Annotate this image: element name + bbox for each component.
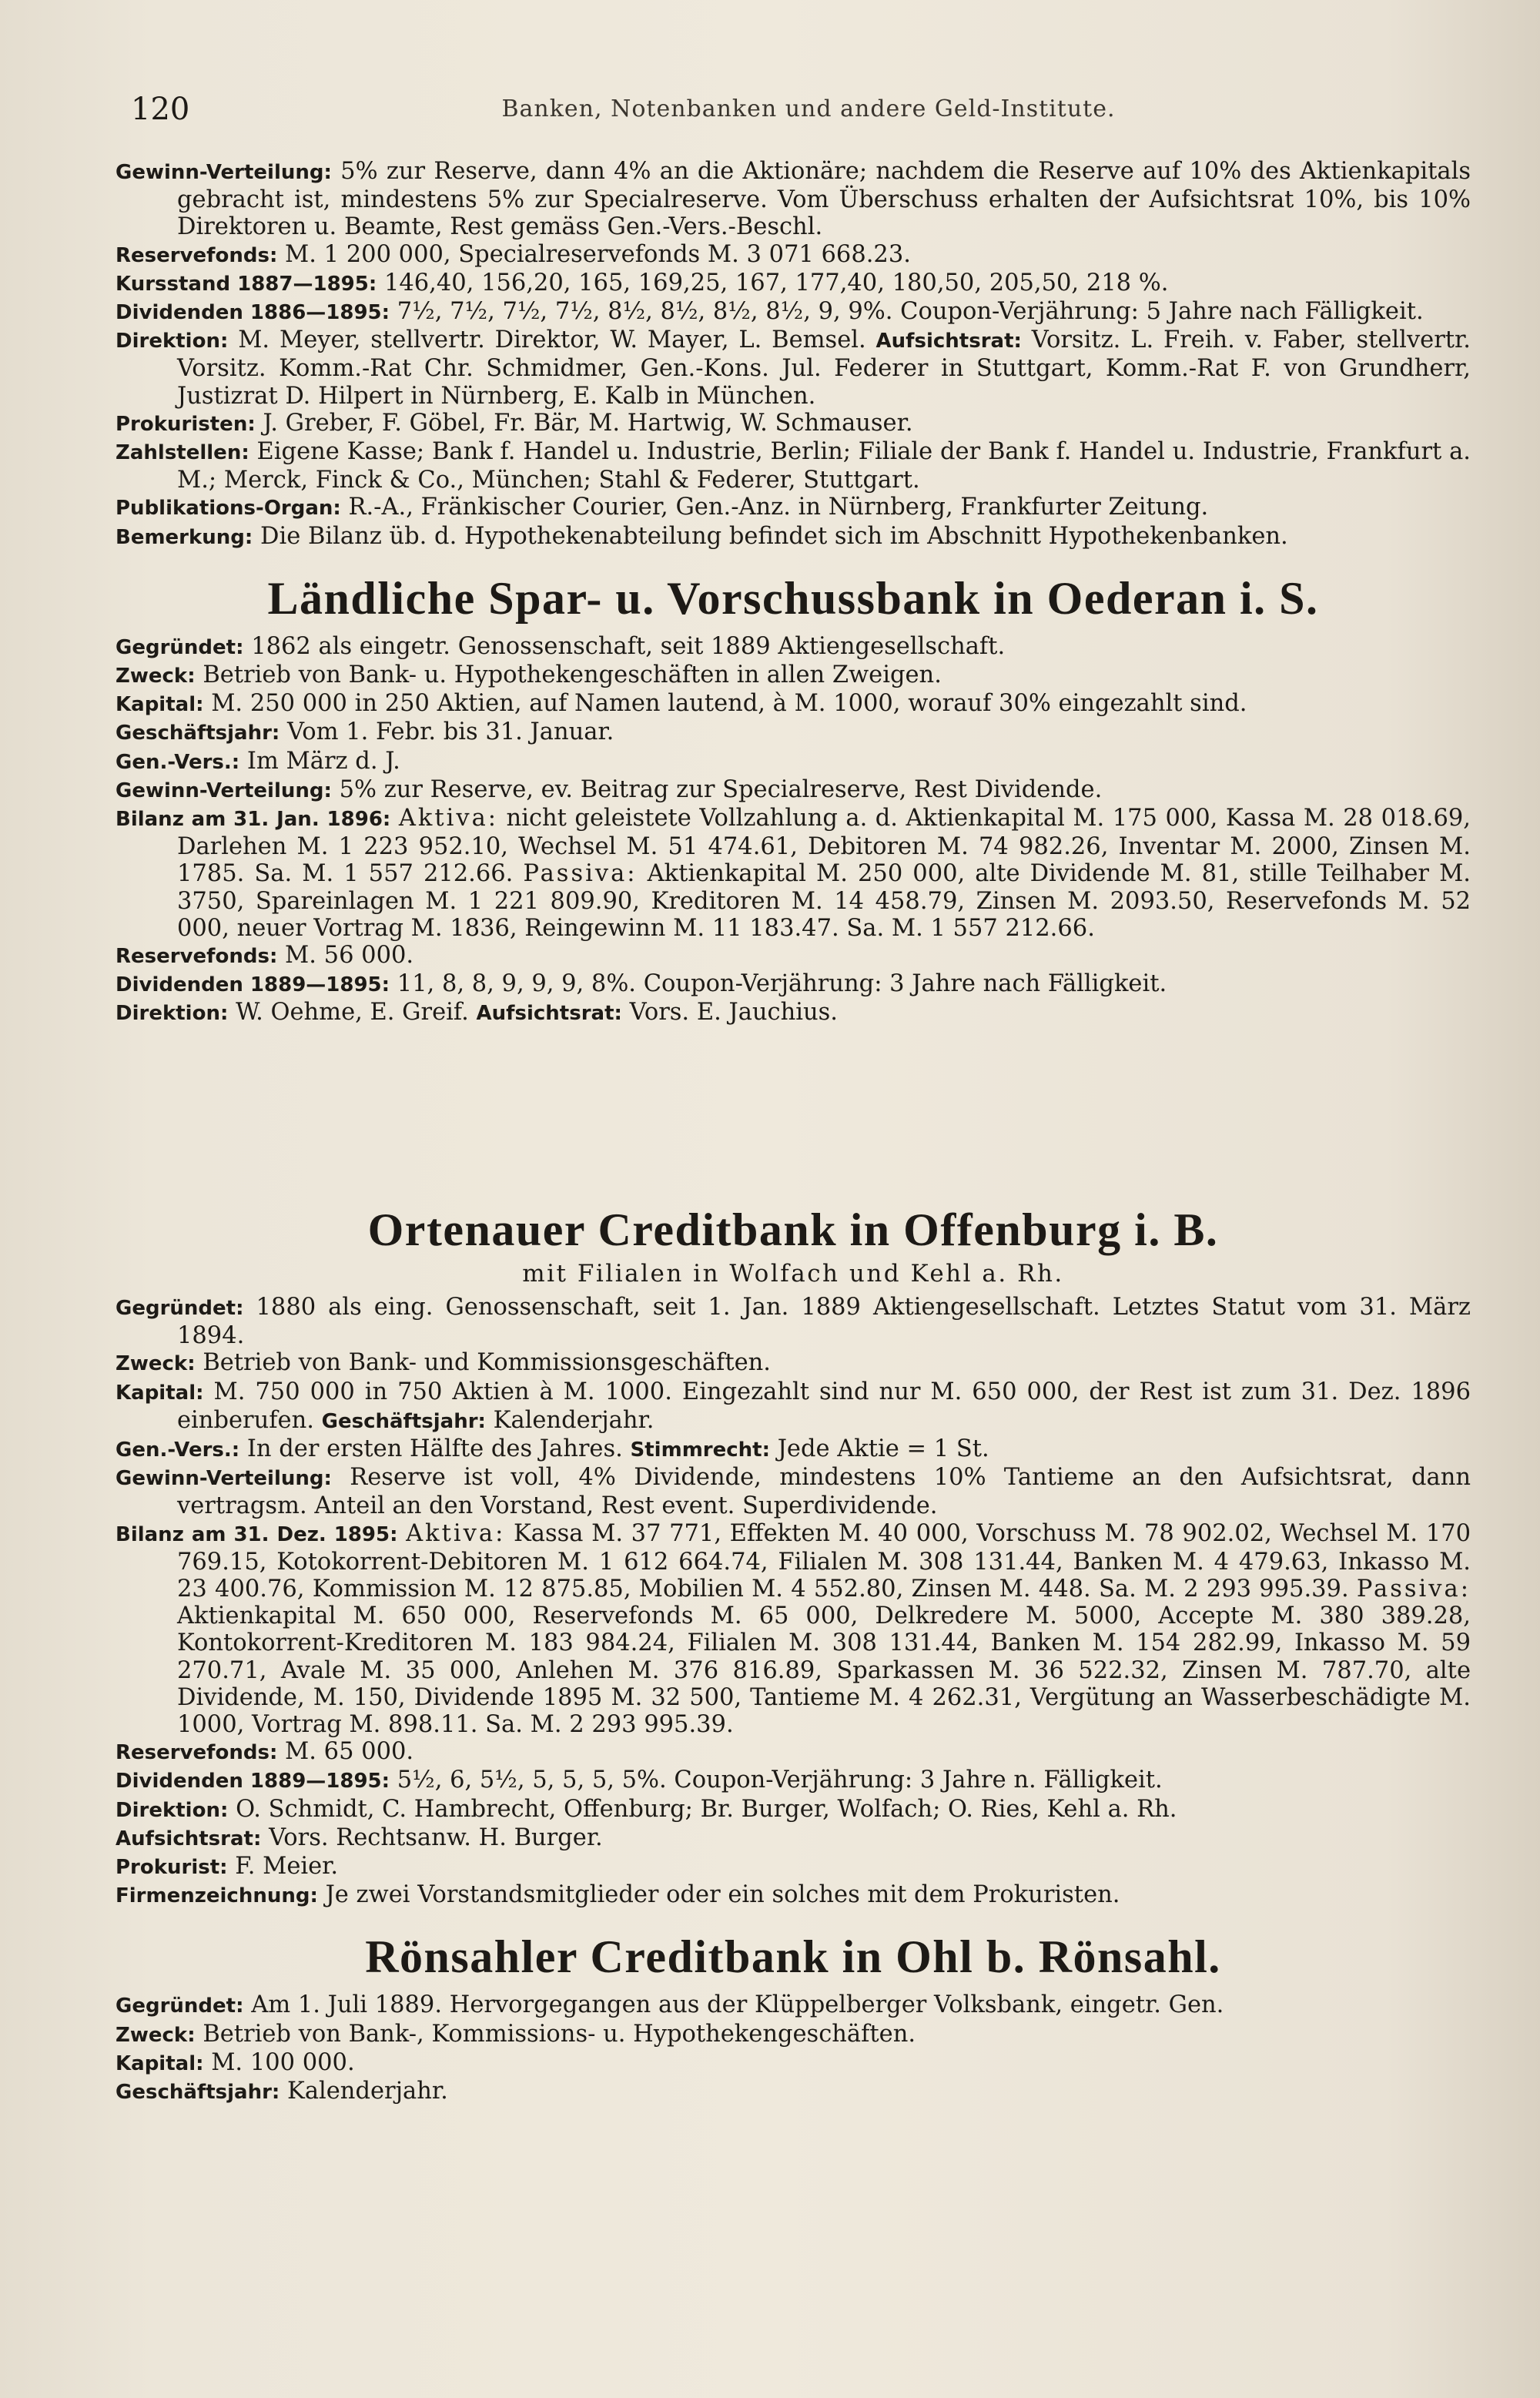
field-key: Stimmrecht:: [630, 1438, 770, 1462]
field-key: Bilanz am 31. Jan. 1896:: [116, 808, 391, 832]
field-key: Gegründet:: [116, 1994, 244, 2018]
offenburg-entry: [116, 1294, 1471, 1910]
field-key: Direktion:: [116, 330, 229, 353]
oederan-title: Ländliche Spar- u. Vorschussbank in Oederan i. S.: [267, 572, 1319, 624]
field-key: Geschäftsjahr:: [116, 722, 280, 745]
field-value: W. Oehme, E. Greif.: [236, 999, 469, 1027]
reservefonds-field: [116, 1738, 1471, 1767]
field-key: Zweck:: [116, 2023, 196, 2047]
oederan-entry: [116, 633, 1471, 1028]
field-key: Dividenden 1886—1895:: [116, 301, 390, 325]
field-value: Vors. Rechtsanw. H. Burger.: [269, 1824, 603, 1851]
aktiva-value: Kassa M. 37 771, Effekten M. 40 000, Vorschuss M. 78 902.02, Wechsel M. 170 769.15, Kotokorrent-Debitoren M. 1 612 664.74, Filialen M. 308 131.44, Banken M. 4 479.63, Inkasso M. 23 400.76, Kommission M. 12 875.85, Mobilien M. 4 552.80, Zinsen M. 448. Sa. M. 2 293 995.39.: [177, 1519, 1471, 1603]
field-key: Dividenden 1889—1895:: [116, 1770, 390, 1793]
offenburg-title: Ortenauer Creditbank in Offenburg i. B.: [367, 1204, 1219, 1255]
dividenden-field: [116, 1767, 1471, 1795]
passiva-value: Aktienkapital M. 250 000, alte Dividende M. 81, stille Teilhaber M. 3750, Spareinlagen M. 1 221 809.90, Kreditoren M. 14 458.79, Zinsen M. 2093.50, Reservefonds M. 52 000, neuer Vortrag M. 1836, Reingewinn M. 11 183.47. Sa. M. 1 557 212.66.: [177, 860, 1471, 942]
field-key: Reservefonds:: [116, 243, 278, 267]
field-value: 5½, 6, 5½, 5, 5, 5, 5%. Coupon-Verjährung: 3 Jahre n. Fälligkeit.: [397, 1767, 1163, 1794]
field-key: Bemerkung:: [116, 525, 253, 549]
field-value: 5% zur Reserve, dann 4% an die Aktionäre; nachdem die Reserve auf 10% des Aktienkapitals gebracht ist, mindestens 5% zur Specialreserve. Vom Überschuss erhalten der Aufsichtsrat 10%, bis 10% Direktoren u. Beamte, Rest gemäss Gen.-Vers.-Beschl.: [177, 158, 1471, 241]
field-value: 146,40, 156,20, 165, 169,25, 167, 177,40, 180,50, 205,50, 218 %.: [383, 269, 1169, 296]
gewinn-verteilung-field: [116, 1464, 1471, 1519]
field-value: R.-A., Fränkischer Courier, Gen.-Anz. in Nürnberg, Frankfurter Zeitung.: [348, 494, 1209, 521]
field-value: M. 56 000.: [285, 942, 414, 970]
zweck-field: [116, 2021, 1471, 2049]
gegruendet-field: [116, 1991, 1471, 2020]
field-value: Die Bilanz üb. d. Hypothekenabteilung befindet sich im Abschnitt Hypothekenbanken.: [260, 522, 1288, 550]
field-value: Vors. E. Jauchius.: [629, 999, 838, 1027]
field-key: Prokuristen:: [116, 412, 256, 436]
field-value: 1880 als eing. Genossenschaft, seit 1. Jan. 1889 Aktiengesellschaft. Letztes Statut vom 31. März 1894.: [177, 1294, 1471, 1350]
aktiva-value: nicht geleistete Vollzahlung a. d. Aktienkapital M. 175 000, Kassa M. 28 018.69, Darlehen M. 1 223 952.10, Wechsel M. 51 474.61, Debitoren M. 74 982.26, Inventar M. 2000, Zinsen M. 1785. Sa. M. 1 557 212.66.: [177, 805, 1471, 888]
publikations-field: [116, 494, 1471, 522]
reservefonds-field: [116, 942, 1471, 970]
gen-vers-field: [116, 748, 1471, 776]
running-title: Banken, Notenbanken und andere Geld-Institute.: [501, 95, 1116, 122]
field-value: M. 750 000 in 750 Aktien à M. 1000. Eingezahlt sind nur M. 650 000, der Rest ist zum 31. Dez. 1896 einberufen.: [177, 1378, 1471, 1434]
field-value: Jede Aktie = 1 St.: [777, 1435, 989, 1463]
kapital-field: [116, 1378, 1471, 1435]
field-key: Kursstand 1887—1895:: [116, 272, 377, 296]
passiva-label: Passiva:: [1356, 1576, 1471, 1603]
field-value: M. Meyer, stellvertr. Direktor, W. Mayer, L. Bemsel.: [238, 327, 866, 354]
field-value: F. Meier.: [235, 1853, 339, 1881]
aktiva-label: Aktiva:: [398, 805, 499, 832]
prokurist-field: [116, 1853, 1471, 1881]
field-value: In der ersten Hälfte des Jahres.: [246, 1435, 623, 1463]
direktion-field: [116, 327, 1471, 410]
field-value: Betrieb von Bank- und Kommissionsgeschäften.: [203, 1349, 771, 1377]
field-key: Reservefonds:: [116, 1741, 278, 1765]
field-key: Direktion:: [116, 1002, 229, 1026]
field-value: 7½, 7½, 7½, 7½, 8½, 8½, 8½, 8½, 9, 9%. Coupon-Verjährung: 5 Jahre nach Fälligkeit.: [397, 298, 1424, 326]
field-value: Vorsitz. L. Freih. v. Faber, stellvertr. Vorsitz. Komm.-Rat Chr. Schmidmer, Gen.-Kons. Jul. Federer in Stuttgart, Komm.-Rat F. von Grundherr, Justizrat D. Hilpert in Nürnberg, E. Kalb in München.: [177, 327, 1471, 410]
field-key: Gewinn-Verteilung:: [116, 161, 332, 184]
field-key: Dividenden 1889—1895:: [116, 973, 390, 997]
field-key: Prokurist:: [116, 1856, 228, 1880]
bilanz-field: [116, 1520, 1471, 1739]
zahlstellen-field: [116, 438, 1471, 494]
field-value: Reserve ist voll, 4% Dividende, mindestens 10% Tantieme an den Aufsichtsrat, dann vertragsm. Anteil an den Vorstand, Rest event. Superdividende.: [177, 1464, 1471, 1520]
field-value: 1862 als eingetr. Genossenschaft, seit 1889 Aktiengesellschaft.: [251, 632, 1006, 660]
field-key: Direktion:: [116, 1798, 229, 1822]
field-key: Firmenzeichnung:: [116, 1884, 318, 1908]
gewinn-verteilung-field: [116, 158, 1471, 241]
prokuristen-field: [116, 410, 1471, 438]
kursstand-field: [116, 270, 1471, 298]
field-key: Gen.-Vers.:: [116, 1438, 240, 1462]
field-value: 11, 8, 8, 9, 9, 9, 8%. Coupon-Verjährung: 3 Jahre nach Fälligkeit.: [397, 970, 1167, 998]
field-key: Gen.-Vers.:: [116, 750, 240, 774]
field-key: Gewinn-Verteilung:: [116, 1467, 332, 1491]
field-key: Kapital:: [116, 2051, 204, 2075]
field-key: Bilanz am 31. Dez. 1895:: [116, 1522, 398, 1546]
lower-content: [116, 1200, 1471, 2106]
field-value: Eigene Kasse; Bank f. Handel u. Industrie, Berlin; Filiale der Bank f. Handel u. Industrie, Frankfurt a. M.; Merck, Finck & Co., München; Stahl & Federer, Stuttgart.: [177, 438, 1471, 494]
dividenden-field: [116, 970, 1471, 999]
field-key: Zweck:: [116, 665, 196, 688]
gewinn-verteilung-field: [116, 776, 1471, 805]
field-value: Kalenderjahr.: [493, 1406, 654, 1434]
field-key: Gegründet:: [116, 635, 244, 659]
dividenden-field: [116, 298, 1471, 327]
field-value: Kalenderjahr.: [287, 2078, 448, 2105]
field-key: Gewinn-Verteilung:: [116, 779, 332, 802]
field-key: Gegründet:: [116, 1297, 244, 1320]
field-value: Betrieb von Bank-, Kommissions- u. Hypothekengeschäften.: [203, 2020, 916, 2048]
field-value: Im März d. J.: [246, 747, 400, 775]
previous-entry-continuation: [116, 158, 1471, 551]
bemerkung-field: [116, 523, 1471, 551]
field-value: M. 250 000 in 250 Aktien, auf Namen lautend, à M. 1000, worauf 30% eingezahlt sind.: [211, 690, 1247, 718]
field-key: Aufsichtsrat:: [116, 1827, 262, 1850]
field-value: 5% zur Reserve, ev. Beitrag zur Specialreserve, Rest Dividende.: [339, 775, 1103, 803]
page-header: [131, 86, 1486, 132]
gegruendet-field: [116, 633, 1471, 661]
zweck-field: [116, 661, 1471, 690]
field-key: Kapital:: [116, 693, 204, 717]
aufsichtsrat-field: [116, 1824, 1471, 1853]
reservefonds-field: [116, 241, 1471, 270]
aktiva-label: Aktiva:: [406, 1519, 506, 1547]
passiva-label: Passiva:: [523, 860, 638, 888]
kapital-field: [116, 2049, 1471, 2078]
direktion-field: [116, 999, 1471, 1027]
upper-content: [116, 158, 1471, 1028]
field-value: Betrieb von Bank- u. Hypothekengeschäften in allen Zweigen.: [203, 661, 942, 689]
kapital-field: [116, 690, 1471, 718]
field-value: M. 1 200 000, Specialreservefonds M. 3 071 668.23.: [285, 240, 911, 268]
field-value: Vom 1. Febr. bis 31. Januar.: [287, 718, 614, 746]
geschaeftsjahr-field: [116, 718, 1471, 747]
roensahl-entry: [116, 1991, 1471, 2106]
field-key: Zahlstellen:: [116, 441, 249, 465]
field-key: Reservefonds:: [116, 945, 278, 969]
field-key: Aufsichtsrat:: [875, 330, 1022, 353]
passiva-value: Aktienkapital M. 650 000, Reservefonds M. 65 000, Delkredere M. 5000, Accepte M. 380 389.28, Kontokorrent-Kreditoren M. 183 984.24, Filialen M. 308 131.44, Banken M. 154 282.99, Inkasso M. 59 270.71, Avale M. 35 000, Anlehen M. 376 816.89, Sparkassen M. 36 522.32, Zinsen M. 787.70, alte Dividende, M. 150, Dividende 1895 M. 32 500, Tantieme M. 4 262.31, Vergütung an Wasserbeschädigte M. 1000, Vortrag M. 898.11. Sa. M. 2 293 995.39.: [177, 1603, 1471, 1739]
field-value: J. Greber, F. Göbel, Fr. Bär, M. Hartwig, W. Schmauser.: [263, 409, 913, 437]
roensahl-title: Rönsahler Creditbank in Ohl b. Rönsahl.: [365, 1931, 1221, 1983]
field-key: Zweck:: [116, 1352, 196, 1376]
field-value: M. 100 000.: [211, 2048, 355, 2076]
gen-vers-field: [116, 1435, 1471, 1464]
geschaeftsjahr-field: [116, 2078, 1471, 2106]
bilanz-field: [116, 805, 1471, 942]
page-number: 120: [131, 92, 190, 127]
firmenzeichnung-field: [116, 1881, 1471, 1910]
gegruendet-field: [116, 1294, 1471, 1349]
field-value: Je zwei Vorstandsmitglieder oder ein solches mit dem Prokuristen.: [325, 1881, 1120, 1909]
field-key: Kapital:: [116, 1381, 204, 1405]
offenburg-subtitle: mit Filialen in Wolfach und Kehl a. Rh.: [522, 1260, 1064, 1288]
zweck-field: [116, 1349, 1471, 1378]
field-key: Geschäftsjahr:: [116, 2081, 280, 2105]
field-key: Publikations-Organ:: [116, 497, 341, 521]
direktion-field: [116, 1796, 1471, 1824]
field-value: M. 65 000.: [285, 1738, 414, 1766]
field-key: Aufsichtsrat:: [476, 1002, 622, 1026]
field-value: O. Schmidt, C. Hambrecht, Offenburg; Br. Burger, Wolfach; O. Ries, Kehl a. Rh.: [236, 1795, 1177, 1823]
field-value: Am 1. Juli 1889. Hervorgegangen aus der Klüppelberger Volksbank, eingetr. Gen.: [251, 1991, 1224, 2019]
field-key: Geschäftsjahr:: [321, 1409, 486, 1433]
